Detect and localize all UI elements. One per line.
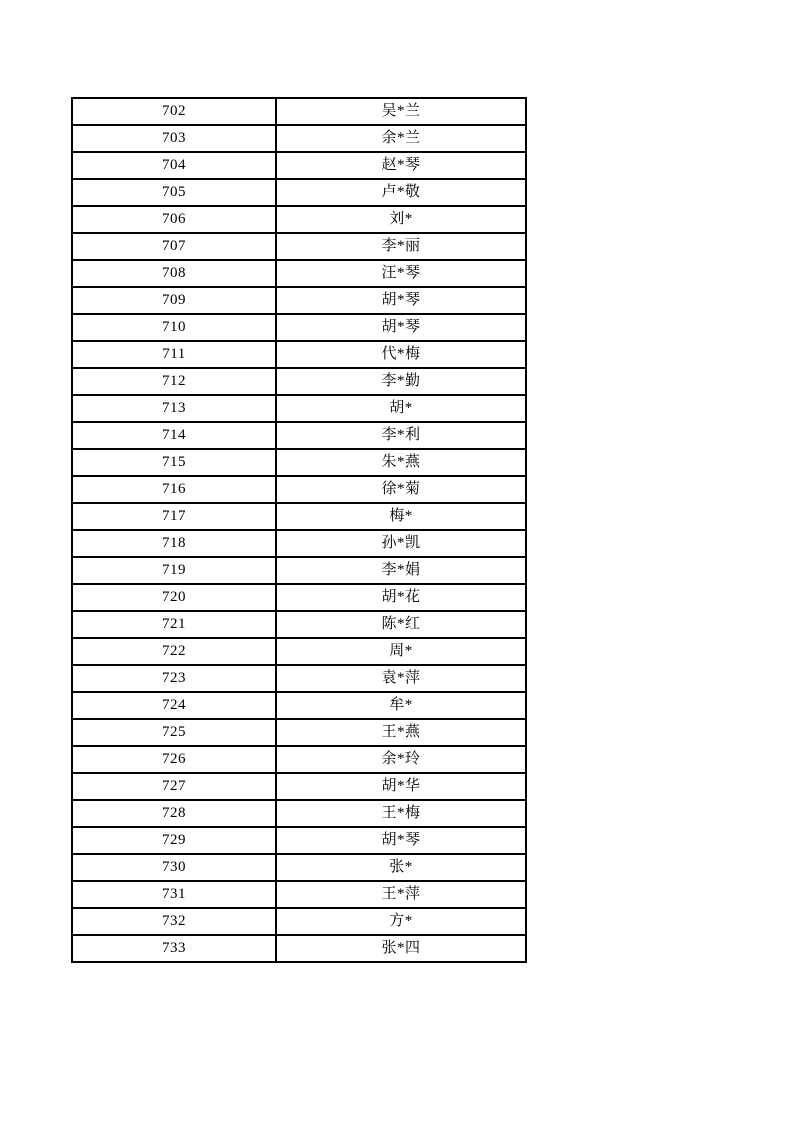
masked-name-cell: 胡*华 bbox=[276, 773, 526, 800]
table-row bbox=[72, 638, 526, 665]
masked-name-cell: 李*丽 bbox=[276, 233, 526, 260]
masked-name-cell: 汪*琴 bbox=[276, 260, 526, 287]
masked-name-cell: 王*萍 bbox=[276, 881, 526, 908]
masked-name-cell: 李*勤 bbox=[276, 368, 526, 395]
masked-name-cell: 王*燕 bbox=[276, 719, 526, 746]
serial-number-cell: 729 bbox=[72, 827, 276, 854]
masked-name-cell: 周* bbox=[276, 638, 526, 665]
table-row bbox=[72, 98, 526, 125]
table-row bbox=[72, 584, 526, 611]
table-row bbox=[72, 233, 526, 260]
table-row bbox=[72, 935, 526, 962]
serial-number-cell: 718 bbox=[72, 530, 276, 557]
serial-number-cell: 723 bbox=[72, 665, 276, 692]
serial-number-cell: 720 bbox=[72, 584, 276, 611]
masked-name-cell: 代*梅 bbox=[276, 341, 526, 368]
table-body bbox=[72, 98, 526, 962]
serial-number-cell: 712 bbox=[72, 368, 276, 395]
masked-name-cell: 王*梅 bbox=[276, 800, 526, 827]
table-row bbox=[72, 746, 526, 773]
table-row bbox=[72, 719, 526, 746]
table-row bbox=[72, 773, 526, 800]
table-row bbox=[72, 395, 526, 422]
serial-number-cell: 716 bbox=[72, 476, 276, 503]
table-row bbox=[72, 881, 526, 908]
masked-name-cell: 胡*琴 bbox=[276, 827, 526, 854]
table-row bbox=[72, 206, 526, 233]
masked-name-cell: 方* bbox=[276, 908, 526, 935]
masked-name-cell: 徐*菊 bbox=[276, 476, 526, 503]
table-row bbox=[72, 611, 526, 638]
serial-number-cell: 715 bbox=[72, 449, 276, 476]
table-row bbox=[72, 422, 526, 449]
serial-number-cell: 726 bbox=[72, 746, 276, 773]
serial-number-cell: 733 bbox=[72, 935, 276, 962]
serial-number-cell: 708 bbox=[72, 260, 276, 287]
masked-name-cell: 刘* bbox=[276, 206, 526, 233]
masked-name-cell: 胡*琴 bbox=[276, 287, 526, 314]
masked-name-cell: 张* bbox=[276, 854, 526, 881]
serial-number-cell: 717 bbox=[72, 503, 276, 530]
table-row bbox=[72, 854, 526, 881]
masked-name-cell: 卢*敬 bbox=[276, 179, 526, 206]
table-row bbox=[72, 152, 526, 179]
serial-number-cell: 714 bbox=[72, 422, 276, 449]
masked-name-cell: 朱*燕 bbox=[276, 449, 526, 476]
table-row bbox=[72, 314, 526, 341]
serial-number-cell: 731 bbox=[72, 881, 276, 908]
serial-number-cell: 722 bbox=[72, 638, 276, 665]
table-row bbox=[72, 449, 526, 476]
masked-name-cell: 胡*琴 bbox=[276, 314, 526, 341]
masked-name-cell: 陈*红 bbox=[276, 611, 526, 638]
serial-number-cell: 703 bbox=[72, 125, 276, 152]
table-row bbox=[72, 179, 526, 206]
serial-number-cell: 730 bbox=[72, 854, 276, 881]
table-row bbox=[72, 341, 526, 368]
masked-name-cell: 赵*琴 bbox=[276, 152, 526, 179]
masked-name-cell: 余*玲 bbox=[276, 746, 526, 773]
masked-name-cell: 牟* bbox=[276, 692, 526, 719]
serial-number-cell: 707 bbox=[72, 233, 276, 260]
serial-number-cell: 705 bbox=[72, 179, 276, 206]
masked-name-cell: 梅* bbox=[276, 503, 526, 530]
table-row bbox=[72, 908, 526, 935]
masked-name-cell: 胡*花 bbox=[276, 584, 526, 611]
masked-name-cell: 吴*兰 bbox=[276, 98, 526, 125]
table-row bbox=[72, 827, 526, 854]
masked-name-cell: 张*四 bbox=[276, 935, 526, 962]
masked-name-roster-table bbox=[71, 97, 527, 963]
table-row bbox=[72, 692, 526, 719]
table-row bbox=[72, 476, 526, 503]
table-row bbox=[72, 287, 526, 314]
table-row bbox=[72, 800, 526, 827]
serial-number-cell: 713 bbox=[72, 395, 276, 422]
table-row bbox=[72, 530, 526, 557]
table-row bbox=[72, 665, 526, 692]
serial-number-cell: 728 bbox=[72, 800, 276, 827]
table-row bbox=[72, 503, 526, 530]
serial-number-cell: 706 bbox=[72, 206, 276, 233]
masked-name-cell: 胡* bbox=[276, 395, 526, 422]
masked-name-cell: 李*利 bbox=[276, 422, 526, 449]
masked-name-cell: 孙*凯 bbox=[276, 530, 526, 557]
serial-number-cell: 704 bbox=[72, 152, 276, 179]
serial-number-cell: 711 bbox=[72, 341, 276, 368]
serial-number-cell: 721 bbox=[72, 611, 276, 638]
masked-name-cell: 袁*萍 bbox=[276, 665, 526, 692]
serial-number-cell: 725 bbox=[72, 719, 276, 746]
masked-name-cell: 余*兰 bbox=[276, 125, 526, 152]
table-row bbox=[72, 368, 526, 395]
serial-number-cell: 727 bbox=[72, 773, 276, 800]
masked-name-cell: 李*娟 bbox=[276, 557, 526, 584]
serial-number-cell: 719 bbox=[72, 557, 276, 584]
serial-number-cell: 710 bbox=[72, 314, 276, 341]
serial-number-cell: 709 bbox=[72, 287, 276, 314]
table-row bbox=[72, 125, 526, 152]
table-row bbox=[72, 260, 526, 287]
serial-number-cell: 702 bbox=[72, 98, 276, 125]
serial-number-cell: 724 bbox=[72, 692, 276, 719]
table-row bbox=[72, 557, 526, 584]
serial-number-cell: 732 bbox=[72, 908, 276, 935]
